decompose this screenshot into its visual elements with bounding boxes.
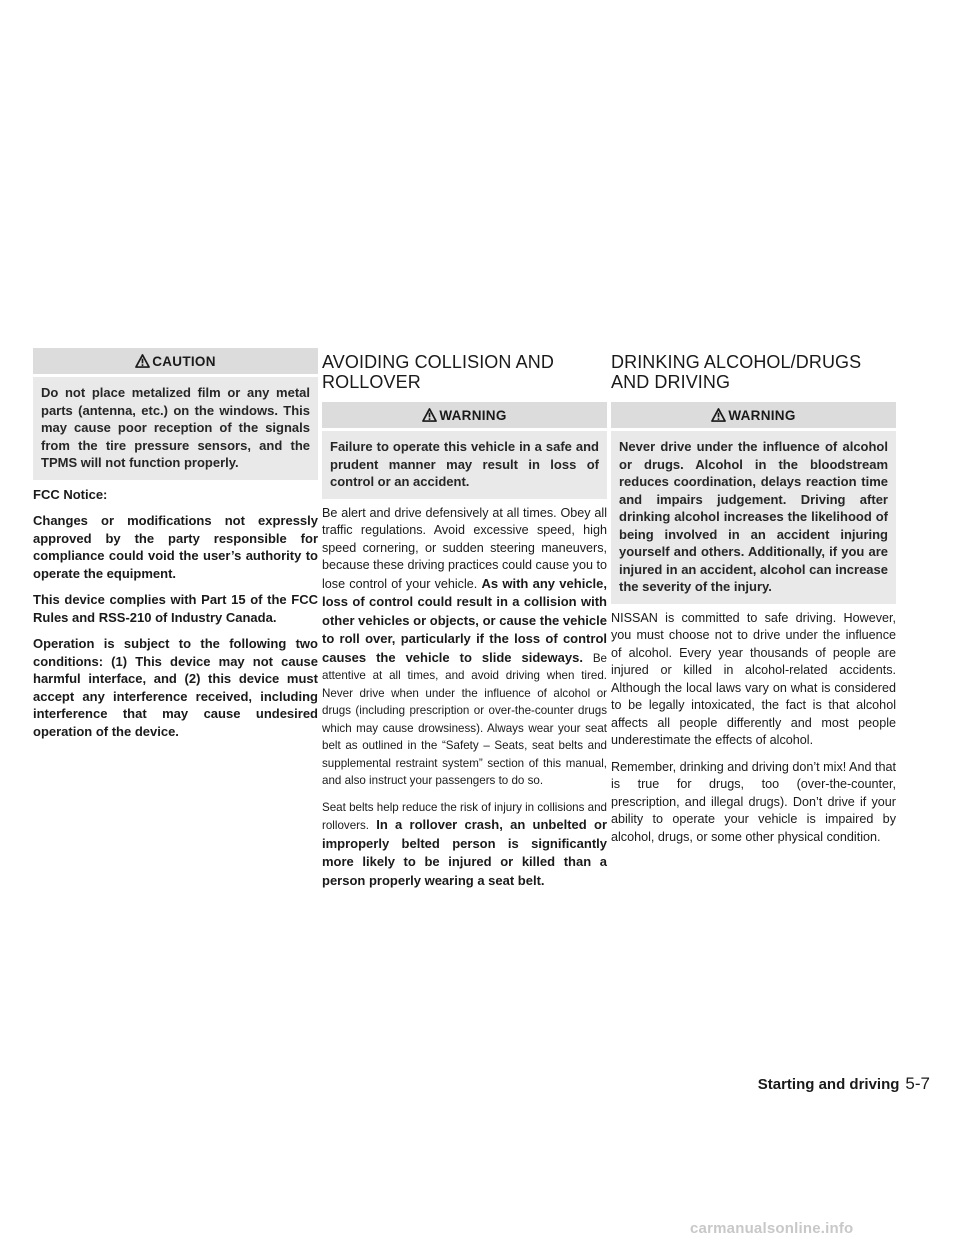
warning-text: Failure to operate this vehicle in a safe and prudent manner may result in loss of control or an accident.	[322, 431, 607, 499]
text-run: Be attentive at all times, and avoid driving when tired. Never drive when under the influence of alcohol or drugs (including prescription or over-the-counter drugs which may cause drowsiness). Always wear your seat belt as outlined in the “Safety – Seats, seat belts and supplemental restraint system” section of this manual, and also instruct your passengers to do so.	[322, 651, 607, 787]
section-heading-alcohol: DRINKING ALCOHOL/DRUGS AND DRIVING	[611, 352, 862, 392]
warning-header	[611, 402, 896, 428]
warning-text: Never drive under the influence of alcohol or drugs. Alcohol in the bloodstream reduces coordination, delays reaction time and impairs judgement. Driving after drinking alcohol increases the likelihood of being involved in an accident injuring yourself and others. Additionally, if you are injured in an accident, alcohol can increase the severity of the injury.	[611, 431, 896, 604]
column-right	[611, 348, 896, 855]
text-run-bold: In a rollover crash, an unbelted or improperly belted person is significantly more likely to be injured or killed than a person properly wearing a seat belt.	[322, 817, 607, 888]
alcohol-paragraph-1: NISSAN is committed to safe driving. However, you must choose not to drive under the influence of alcohol. Every year thousands of people are injured or killed in alcohol-related accidents. Although the local laws vary on what is considered to be legally intoxicated, the fact is that alcohol affects all people differently and most people underestimate the effects of alcohol.	[611, 610, 896, 747]
column-left	[33, 348, 318, 749]
watermark: carmanualsonline.info	[690, 1220, 854, 1237]
warning-triangle-icon	[711, 408, 726, 422]
caution-text: Do not place metalized film or any metal parts (antenna, etc.) on the windows. This may cause poor reception of the signals from the tire pressure sensors, and the TPMS will not function properly.	[33, 377, 318, 480]
text-run: Seat belts help reduce the risk of injury in collisions and rollovers.	[322, 800, 607, 832]
warning-label: WARNING	[728, 407, 796, 423]
page-number: 5-7	[905, 1074, 930, 1093]
warning-triangle-icon	[422, 408, 437, 422]
collision-paragraph-2	[322, 799, 607, 891]
warning-label: WARNING	[439, 407, 507, 423]
collision-paragraph-1	[322, 505, 607, 790]
section-heading-collision: AVOIDING COLLISION AND ROLLOVER	[322, 352, 554, 392]
column-middle	[322, 348, 607, 899]
warning-triangle-icon	[135, 354, 150, 368]
caution-header	[33, 348, 318, 374]
fcc-para-operation: Operation is subject to the following two conditions: (1) This device may not cause harmful interface, and (2) this device must accept any interference received, including interference that may cause undesired operation of the device.	[33, 636, 318, 739]
text-run-bold: As with any vehicle, loss of control could result in a collision with other vehicles or objects, or cause the vehicle to roll over, particularly if the loss of control causes the vehicle to slide sideways.	[322, 575, 608, 665]
text-run: Be alert and drive defensively at all times. Obey all traffic regulations. Avoid excessive speed, high speed cornering, or sudden steering maneuvers, because these driving practices could cause you to lose control of your vehicle.	[322, 505, 607, 591]
section-title: Starting and driving	[757, 1076, 900, 1093]
page-footer	[611, 1074, 930, 1094]
fcc-para-modifications: Changes or modifications not expressly approved by the party responsible for compliance could void the user’s authority to operate the equipment.	[33, 513, 318, 581]
alcohol-paragraph-2: Remember, drinking and driving don’t mix! And that is true for drugs, too (over-the-counter, prescription, and illegal drugs). Don’t drive if your ability to operate your vehicle is impaired by alcohol, drugs, or some other physical condition.	[611, 759, 896, 844]
fcc-heading: FCC Notice:	[33, 486, 108, 502]
warning-header	[322, 402, 607, 428]
caution-label: CAUTION	[152, 353, 216, 369]
fcc-para-compliance: This device complies with Part 15 of the FCC Rules and RSS-210 of Industry Canada.	[33, 592, 318, 625]
